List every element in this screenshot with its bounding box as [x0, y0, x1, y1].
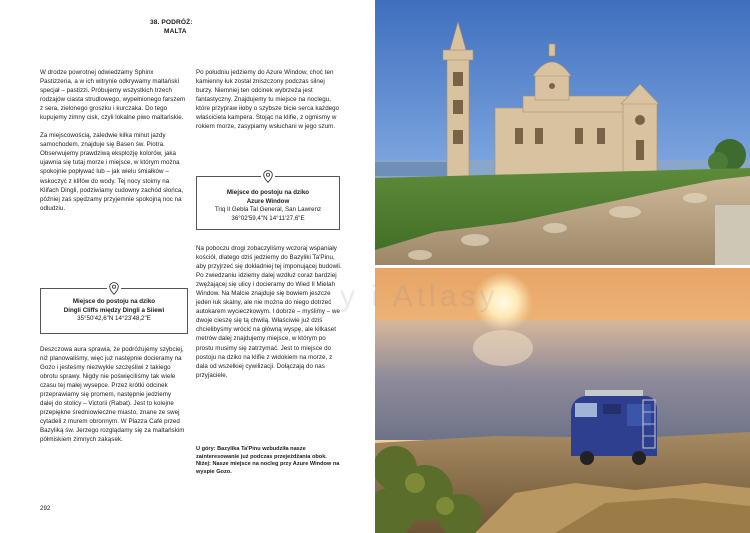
campsite-box-azure: [196, 176, 340, 230]
box-address: Triq Il Gebla Tal General, San Lawrenz: [214, 206, 322, 214]
box-coordinates: 35°50'42,6"N 14°23'48,2"E: [77, 315, 151, 323]
text-column-2: [196, 68, 342, 140]
photo-caption: [196, 446, 346, 477]
paragraph: Po południu jedziemy do Azure Window, choć ten kamienny łuk został zniszczony podczas silnej burzy. Niemniej ten odcinek wybrzeża jest fantastyczny. Znajdujemy tu miejsce na noclegu, które przypraw iłoby o szybsze bicie serca każdego właściciela kampera. Stojąc na klifie, z ogmismy w rokiem morze, zasypiamy wsłuchani w jego szum.: [196, 69, 340, 131]
caption-bottom: Niżej: Nasze miejsce na nocleg przy Azure Window na wyspie Gozo.: [196, 461, 340, 476]
paragraph: Deszczowa aura sprawia, że podróżujemy szybciej, niż planowaliśmy, więc już następnie docieramy na Gozo i jesteśmy niezwykle szczęśliwi z takiego obrotu sprawy. Nigdy nie poświęciliśmy tak wiele czasu tej małej wysepce. Przez krótki odcinek przeprawiamy się promem, następnie jedziemy dalej do stolicy – Victorii (Rabat). Jest to kolejne przepiękne średniowieczne miasto, znane ze swej cytadeli z murem obronnym. W Plazza Café przed Bazyliką św. Jerzego rozglądamy się za maltańskim półmiskiem zimnych zakąsek.: [40, 346, 185, 444]
box-title: Miejsce do postoju na dziko: [226, 189, 310, 196]
location-pin-icon: [261, 170, 275, 184]
page-number: 292: [40, 505, 51, 512]
chapter-header: [150, 18, 240, 36]
caption-top: U góry: Bazylika Ta'Pinu wzbudziła nasze zainteresowanie już podczas przejeżdżania obok.: [196, 446, 327, 460]
photo-page: [375, 0, 750, 533]
campervan: [571, 390, 657, 465]
text-column-1: [40, 68, 186, 222]
text-column-2-lower: [196, 244, 342, 389]
chapter-title: MALTA: [164, 28, 187, 35]
paragraph: Na poboczu drogi zobaczyliśmy wczoraj wspaniały kościół, dlatego dziś jedziemy do Bazyliki Ta'Pinu, aby przyjrzeć się dokładniej tej imponującej budowli. Po zwiedzaniu idziemy dalej wzdłuż coraz bardziej zwężającej się ulicy i docieramy do Wied Il Mielah Window. Na Malcie znajduje się bowiem jeszcze jeden łuk skalny, ale nie można do niego dotrzeć autokarem wycieczkowym. I dobrze – myślimy – we dwoje cieszę się tą chwilą. Właściwie już dziś chcielibyśmy wrócić na główną wyspę, ale kilkaset metrów dalej znajdujemy miejsce, w którym po prostu musimy się zatrzymać. Jest to miejsce do postoju na dziko na klifie z widokiem na morze, z dala od wszelkiej cywilizacji. Dołączają do nas przyjaciele,: [196, 245, 342, 379]
box-location: Dingli Cliffs między Dingli a Siiewi: [63, 306, 165, 314]
text-column-1-lower: [40, 345, 186, 454]
location-pin-icon: [107, 282, 121, 296]
chapter-number: 38. PODRÓŻ:: [150, 19, 193, 26]
box-location: Azure Window: [246, 197, 290, 205]
sunset-campervan-photo: [375, 268, 750, 533]
box-coordinates: 36°02'59,4"N 14°11'27,6"E: [231, 214, 305, 222]
box-title: Miejsce do postoju na dziko: [72, 298, 156, 305]
paragraph: Za miejscowością, zaledwie kilka minut jazdy samochodem, znajduje się Basen św. Piotra. Obserwujemy prawdziwą eksplozję kolorów, jaka ujawnia się tutaj morze i miejsce, w którym można spokojnie popływać lub – jak wielu śmiałków – wskoczyć z klifów do wody. Tej nocy stoimy na Klifach Dingli, podziwiamy cudowny zachód słońca, później zaś spędzamy przyjemnie spokojną noc na odludziu.: [40, 132, 184, 212]
basilica-photo: [375, 0, 750, 265]
campsite-box-dingli: [40, 288, 188, 334]
paragraph: W drodze powrotnej odwiedzamy Sphinx Pastizzeria, a w ich witrynie odkrywamy maltańskí specjał – pastizzi. Próbujemy wszystkich trzech rodzajów ciasta strudlowego, wypełnionego farszem z sera, zielonego groszku i kurczaka. Do tego kupujemy zimny cisk, czyli lokalne piwo maltańskie.: [40, 69, 186, 122]
